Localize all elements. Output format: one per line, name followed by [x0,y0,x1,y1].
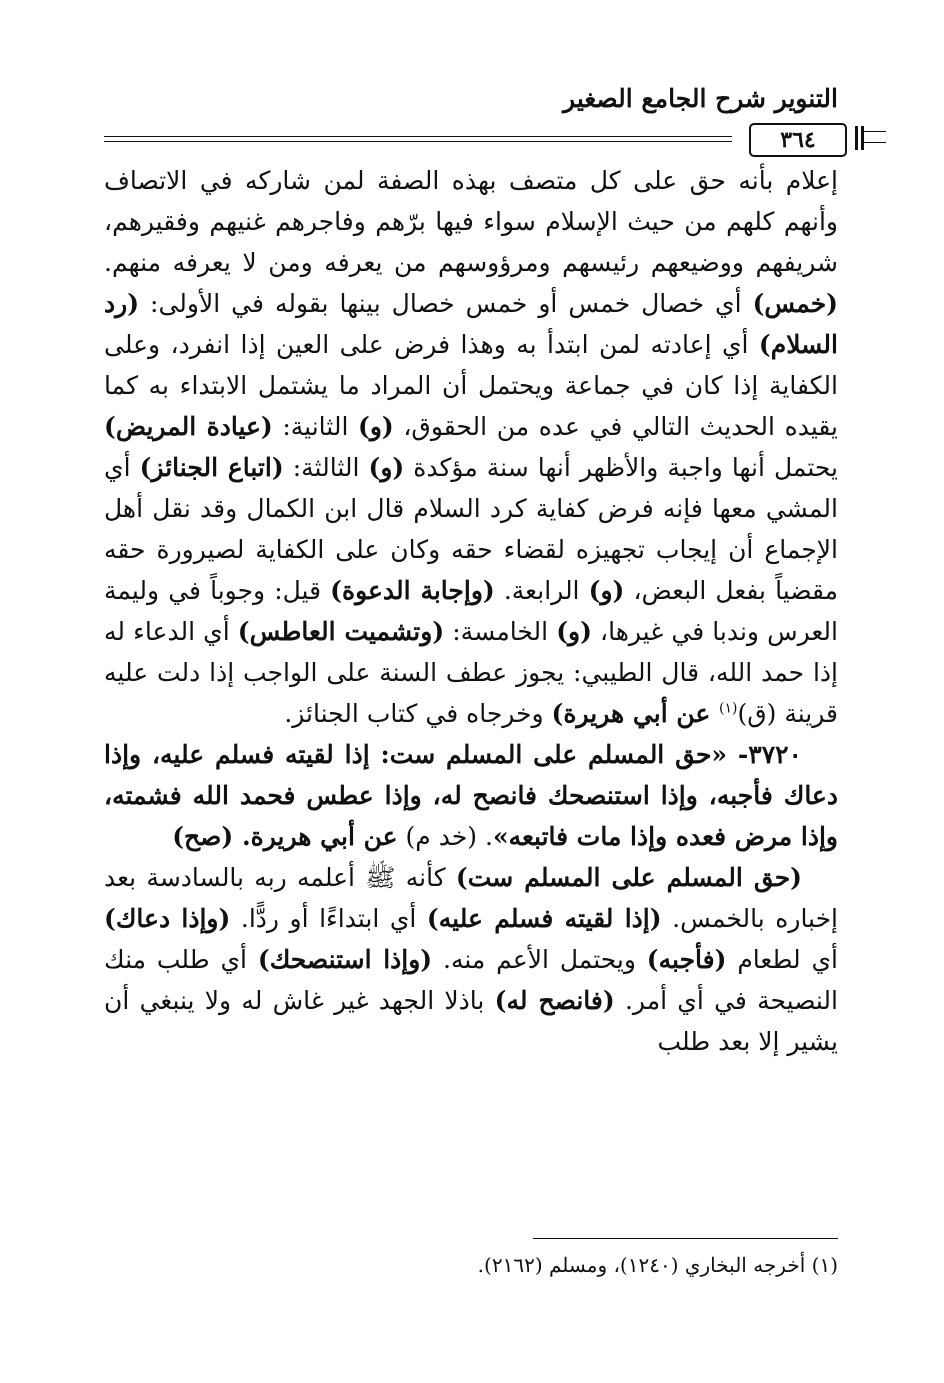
hadith-number: ٣٧٢٠ [748,740,802,769]
commentary-paragraph-2: (حق المسلم على المسلم ست) كأنه ﷺ أعلمه ربه بالسادسة بعد إخباره بالخمس. (إذا لقيته فسلم عليه) أي ابتداءًا أو ردًّا. (وإذا دعاك) أي لطعام (فأجبه) ويحتمل الأعم منه. (وإذا استنصحك) أي طلب منك النصيحة في أي أمر. (فانصح له) باذلا الجهد غير غاش له ولا ينبغي أن يشير إلا بعد طلب [104,863,839,1056]
footnote-rule [533,1238,838,1239]
hadith-paragraph: ٣٧٢٠- «حق المسلم على المسلم ست: إذا لقيته فسلم عليه، وإذا دعاك فأجبه، وإذا استنصحك فانصح له، وإذا عطس فحمد الله فشمته، وإذا مرض فعده وإذا مات فاتبعه». (خد م) عن أبي هريرة. (صح) [104,740,838,851]
header-rule-top [104,136,732,137]
header-rule-bottom [104,141,732,142]
header-rule-end [864,131,886,143]
book-title: التنوير شرح الجامع الصغير [563,84,838,113]
page-number: ٣٦٤ [749,123,847,157]
footnote-ref[interactable]: (١) [719,700,738,717]
hadith-text: «حق المسلم على المسلم ست: إذا لقيته فسلم عليه، وإذا دعاك فأجبه، وإذا استنصحك فانصح له، وإذا عطس فحمد الله فشمته، وإذا مرض فعده وإذا مات فاتبعه» [104,740,838,851]
commentary-paragraph-1: إعلام بأنه حق على كل متصف بهذه الصفة لمن شاركه في الاتصاف وأنهم كلهم من حيث الإسلام سواء فيها برّهم وفاجرهم غنيهم وفقيرهم، شريفهم ووضيعهم رئيسهم ومرؤوسهم من يعرفه ومن لا يعرفه منهم. (خمس) أي خصال خمس أو خمس خصال بينها بقوله في الأولى: (رد السلام) أي إعادته لمن ابتدأ به وهذا فرض على العين إذا انفرد، وعلى الكفاية إذا كان في جماعة ويحتمل أن المراد ما يشتمل الابتداء به كما يقيده الحديث التالي في عده من الحقوق، (و) الثانية: (عيادة المريض) يحتمل أنها واجبة والأظهر أنها سنة مؤكدة (و) الثالثة: (اتباع الجنائز) أي المشي معها فإنه فرض كفاية كرد السلام قال ابن الكمال وقد نقل أهل الإجماع أن إيجاب تجهيزه لقضاء حقه وكان على الكفاية لصيرورة حقه مقضياً بفعل البعض، (و) الرابعة. (وإجابة الدعوة) قيل: وجوباً في وليمة العرس وندبا في غيرها، (و) الخامسة: (وتشميت العاطس) أي الدعاء له إذا حمد الله، قال الطيبي: يجوز عطف السنة على الواجب إذا دلت عليه قرينة (ق)$^{(١)}$ عن أبي هريرة) وخرجاه في كتاب الجنائز. [104,166,838,728]
main-text [104,160,838,1062]
footnote: (١) أخرجه البخاري (١٢٤٠)، ومسلم (٢١٦٢). [477,1253,838,1277]
page-number-ornament [850,126,864,150]
